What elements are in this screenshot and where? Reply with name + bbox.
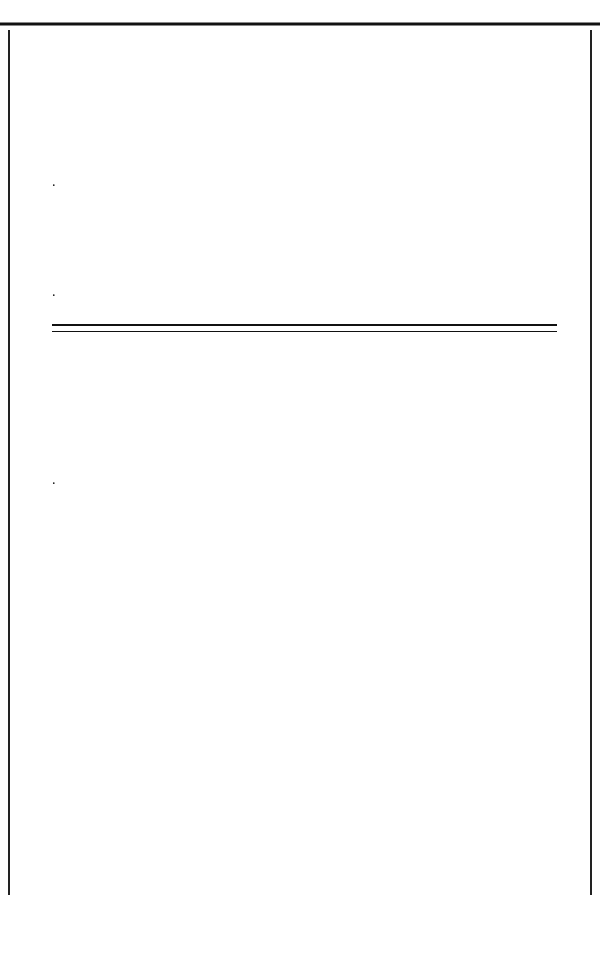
bottom-page-edge [0,895,600,961]
left-binding-line [8,30,10,895]
paragraph-hooper: . [52,283,56,300]
paragraph-journal: . [52,174,56,191]
faded-running-header [28,118,448,140]
line-message-body [82,436,562,448]
paragraph-sent-upper: . [52,472,56,488]
top-page-edge [0,0,600,30]
right-binding-line [590,30,592,895]
section-rule [52,324,557,332]
paragraph-richard-lee [52,489,557,507]
